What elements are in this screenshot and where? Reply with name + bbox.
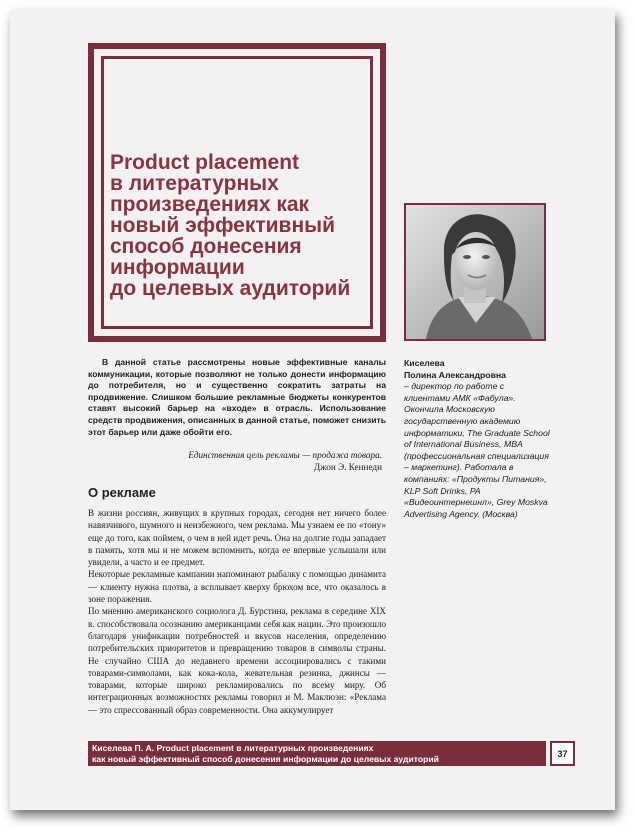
- paragraph: По мнению американского социолога Д. Бурстина, реклама в середине XIX в. способствовала осознанию американцами себя как нации. Это произошло благодаря унификации потребностей и вкусов населения, определению потребительских приоритетов и превращению товаров в символы страны. Не случайно США до недавнего времени ассоциировались с такими товарами-символами, как кока-кола, жевательная резинка, джинсы — товарами, которые широко рекламировались по всему миру. Об интеграционных возможностях рекламы говорил и М. Маклюэн: «Реклама — это спрессованный образ современности. Она аккумулирует: [88, 606, 386, 715]
- footer-citation: [92, 743, 542, 764]
- paragraph: Некоторые рекламные кампании напоминают рыбалку с помощью динамита — клиенту нужна плотва, а всплывает кверху брюхом все, что оказалось в зоне поражения.: [88, 569, 386, 605]
- footer-band: [88, 741, 546, 766]
- title-line: новый эффективный: [110, 214, 335, 237]
- section-heading: О рекламе: [88, 485, 156, 500]
- footer-line: Киселева П. А. Product placement в литературных произведениях: [92, 743, 374, 753]
- portrait-image: [406, 205, 544, 339]
- author-name: Полина Александровна: [404, 369, 506, 380]
- epigraph-quote: Единственная цель рекламы — продажа товара.: [188, 450, 382, 460]
- article-body: [88, 507, 386, 716]
- title-line: Product placement: [110, 151, 300, 174]
- abstract: В данной статье рассмотрены новые эффективные каналы коммуникации, которые позволяют не только донести информацию до потребителя, но и существенно сократить затраты на продвижение. Слишком большие рекламные бюджеты конкурентов ставят высокий барьер на «входе» в отрасль. Использование средств продвижения, описанных в данной статье, поможет снизить этот барьер или даже обойти его.: [88, 357, 386, 437]
- paragraph: В жизни россиян, живущих в крупных городах, сегодня нет ничего более навязчивого, шумного и неизбежного, чем реклама. Мы узнаем ее по «тону» еще до того, как поймем, о чем в ней идет речь. Она на долгие годы западает в память, хотя мы и не можем вспомнить, когда ее впервые услышали или увидели, а часто и ее предмет.: [88, 508, 386, 568]
- author-photo: [404, 203, 546, 341]
- article-title: [110, 152, 372, 299]
- title-line: информации: [110, 256, 245, 279]
- author-surname: Киселева: [404, 358, 445, 368]
- author-bio: – директор по работе с клиентами АМК «Фабула». Окончила Московскую государственную академию информатики, The Graduate School of International Business, MBA (профессиональная специализация – маркетинг). Работала в компаниях: «Продукты Питания», KLP Soft Drinks, РА «Видеоинтернешнл», Grey Moskva Advertising Agency. (Москва): [404, 381, 550, 519]
- title-line: способ донесения: [110, 235, 302, 258]
- author-info: [404, 358, 552, 520]
- title-line: произведениях как: [110, 193, 310, 216]
- epigraph-author: Джон Э. Кеннеди: [313, 462, 382, 472]
- epigraph: [88, 449, 382, 473]
- title-line: в литературных: [110, 172, 279, 195]
- title-frame: [88, 43, 386, 342]
- page-number: 37: [550, 741, 575, 766]
- title-line: до целевых аудиторий: [110, 277, 351, 300]
- footer-line: как новый эффективный способ донесения информации до целевых аудиторий: [92, 753, 439, 764]
